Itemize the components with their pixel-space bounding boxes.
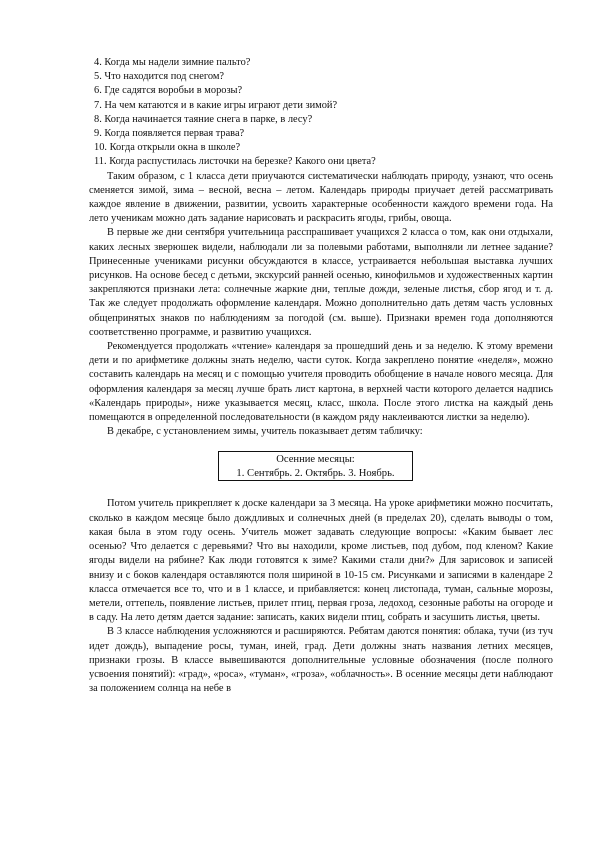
body-paragraph: В первые же дни сентября учительница расспрашивает учащихся 2 класса о том, как они отдыхали, каких лесных зверюшек видели, наблюдали ли за полевыми работами, выполняли ли летнее задание? Принесенные учениками рисунки обсуждаются в классе, устраивается небольшая выставка лучших рисунков. На основе бесед с детьми, экскурсий ранней осенью, кинофильмов и художественных картин закрепляются признаки лета: солнечные жаркие дни, теплые дожди, зеленые листья, сбор ягод и т. д. Так же следует продолжать оформление календаря. Можно дополнительно дать детям часть условных общепринятых знаков по наблюдениям за погодой (см. выше). Признаки времен года дополняются соответственно программе, и развитию учащихся. [89,227,553,338]
document-page [89,56,553,696]
body-paragraph: В декабре, с установлением зимы, учитель показывает детям табличку: [107,426,423,438]
table-sign-wrapper [89,439,553,497]
question-item: 9. Когда появляется первая трава? [94,128,245,140]
body-paragraph: Таким образом, с 1 класса дети приучаются систематически наблюдать природу, узнают, что осень сменяется зимой, зима – весной, весна – летом. Календарь природы приучает детей рассматривать каждое явление в движении, развитии, усвоить характерные особенности каждого времени года. На лето ученикам можно дать задание нарисовать и раскрасить ягоды, грибы, овоща. [89,170,553,225]
body-paragraph: Рекомендуется продолжать «чтение» календаря за прошедший день и за неделю. К этому времени дети и по арифметике должны знать неделю, части суток. Когда закреплено понятие «неделя», можно составить календарь на месяц и с помощью учителя проводить обобщение в начале нового месяца. Для оформления календаря за месяц лучше брать лист картона, в верхней части которого делается надпись «Календарь природы», ниже указывается месяц, класс, школа. После этого листка на каждый день помещаются в определенной последовательности (в каждом ряду наклеиваются листки за неделю). [89,341,553,424]
question-item: 7. На чем катаются и в какие игры играют дети зимой? [94,99,338,111]
body-paragraph: Потом учитель прикрепляет к доске календари за 3 месяца. На уроке арифметики можно посчитать, сколько в каждом месяце было дождливых и солнечных дней (в пределах 20), сделать выводы о том, какая была в этом году осень. Учитель может задавать следующие вопросы: «Каким бывает лес осенью? Что делается с деревьями? Что вы находили, кроме листьев, под дубом, под кленом? Какие ягоды видели на рябине? Как люди готовятся к зиме? Какими стали дни?» Для зарисовок и записей внизу и с боков календаря оставляются поля шириной в 10-15 см. Рисунками и записями в календаре 2 класса отмечается все то, что и в 1 классе, и прибавляется: конец листопада, туман, сальные морозы, метели, оттепель, появление листьев, прилет птиц, первая гроза, ледоход, сезонные работы на огороде и в саду. На лето детям дается задание: записать, каких видели птиц, собрать и засушить листья, цветы. [89,498,553,624]
question-list [89,56,553,170]
question-item: 8. Когда начинается таяние снега в парке, в лесу? [94,113,313,125]
sign-months: 1. Сентябрь. 2. Октябрь. 3. Ноябрь. [236,468,395,480]
question-item: 10. Когда открыли окна в школе? [94,142,241,154]
question-item: 11. Когда распустилась листочки на березке? Какого они цвета? [94,156,376,168]
autumn-months-sign [218,451,413,481]
sign-title: Осенние месяцы: [276,454,355,466]
question-item: 4. Когда мы надели зимние пальто? [94,57,251,68]
question-item: 6. Где садятся воробьи в морозы? [94,85,243,97]
body-paragraph: В 3 классе наблюдения усложняются и расширяются. Ребятам даются понятия: облака, тучи (из туч идет дождь), выпадение росы, туман, иней, град. Дети должны знать названия летних месяцев, признаки грозы. В классе вывешиваются дополнительные условные обозначения (после полного усвоения понятий): «град», «роса», «туман», «гроза», «облачность». В осенние месяцы дети наблюдают за положением солнца на небе в [89,626,553,695]
question-item: 5. Что находится под снегом? [94,71,225,83]
